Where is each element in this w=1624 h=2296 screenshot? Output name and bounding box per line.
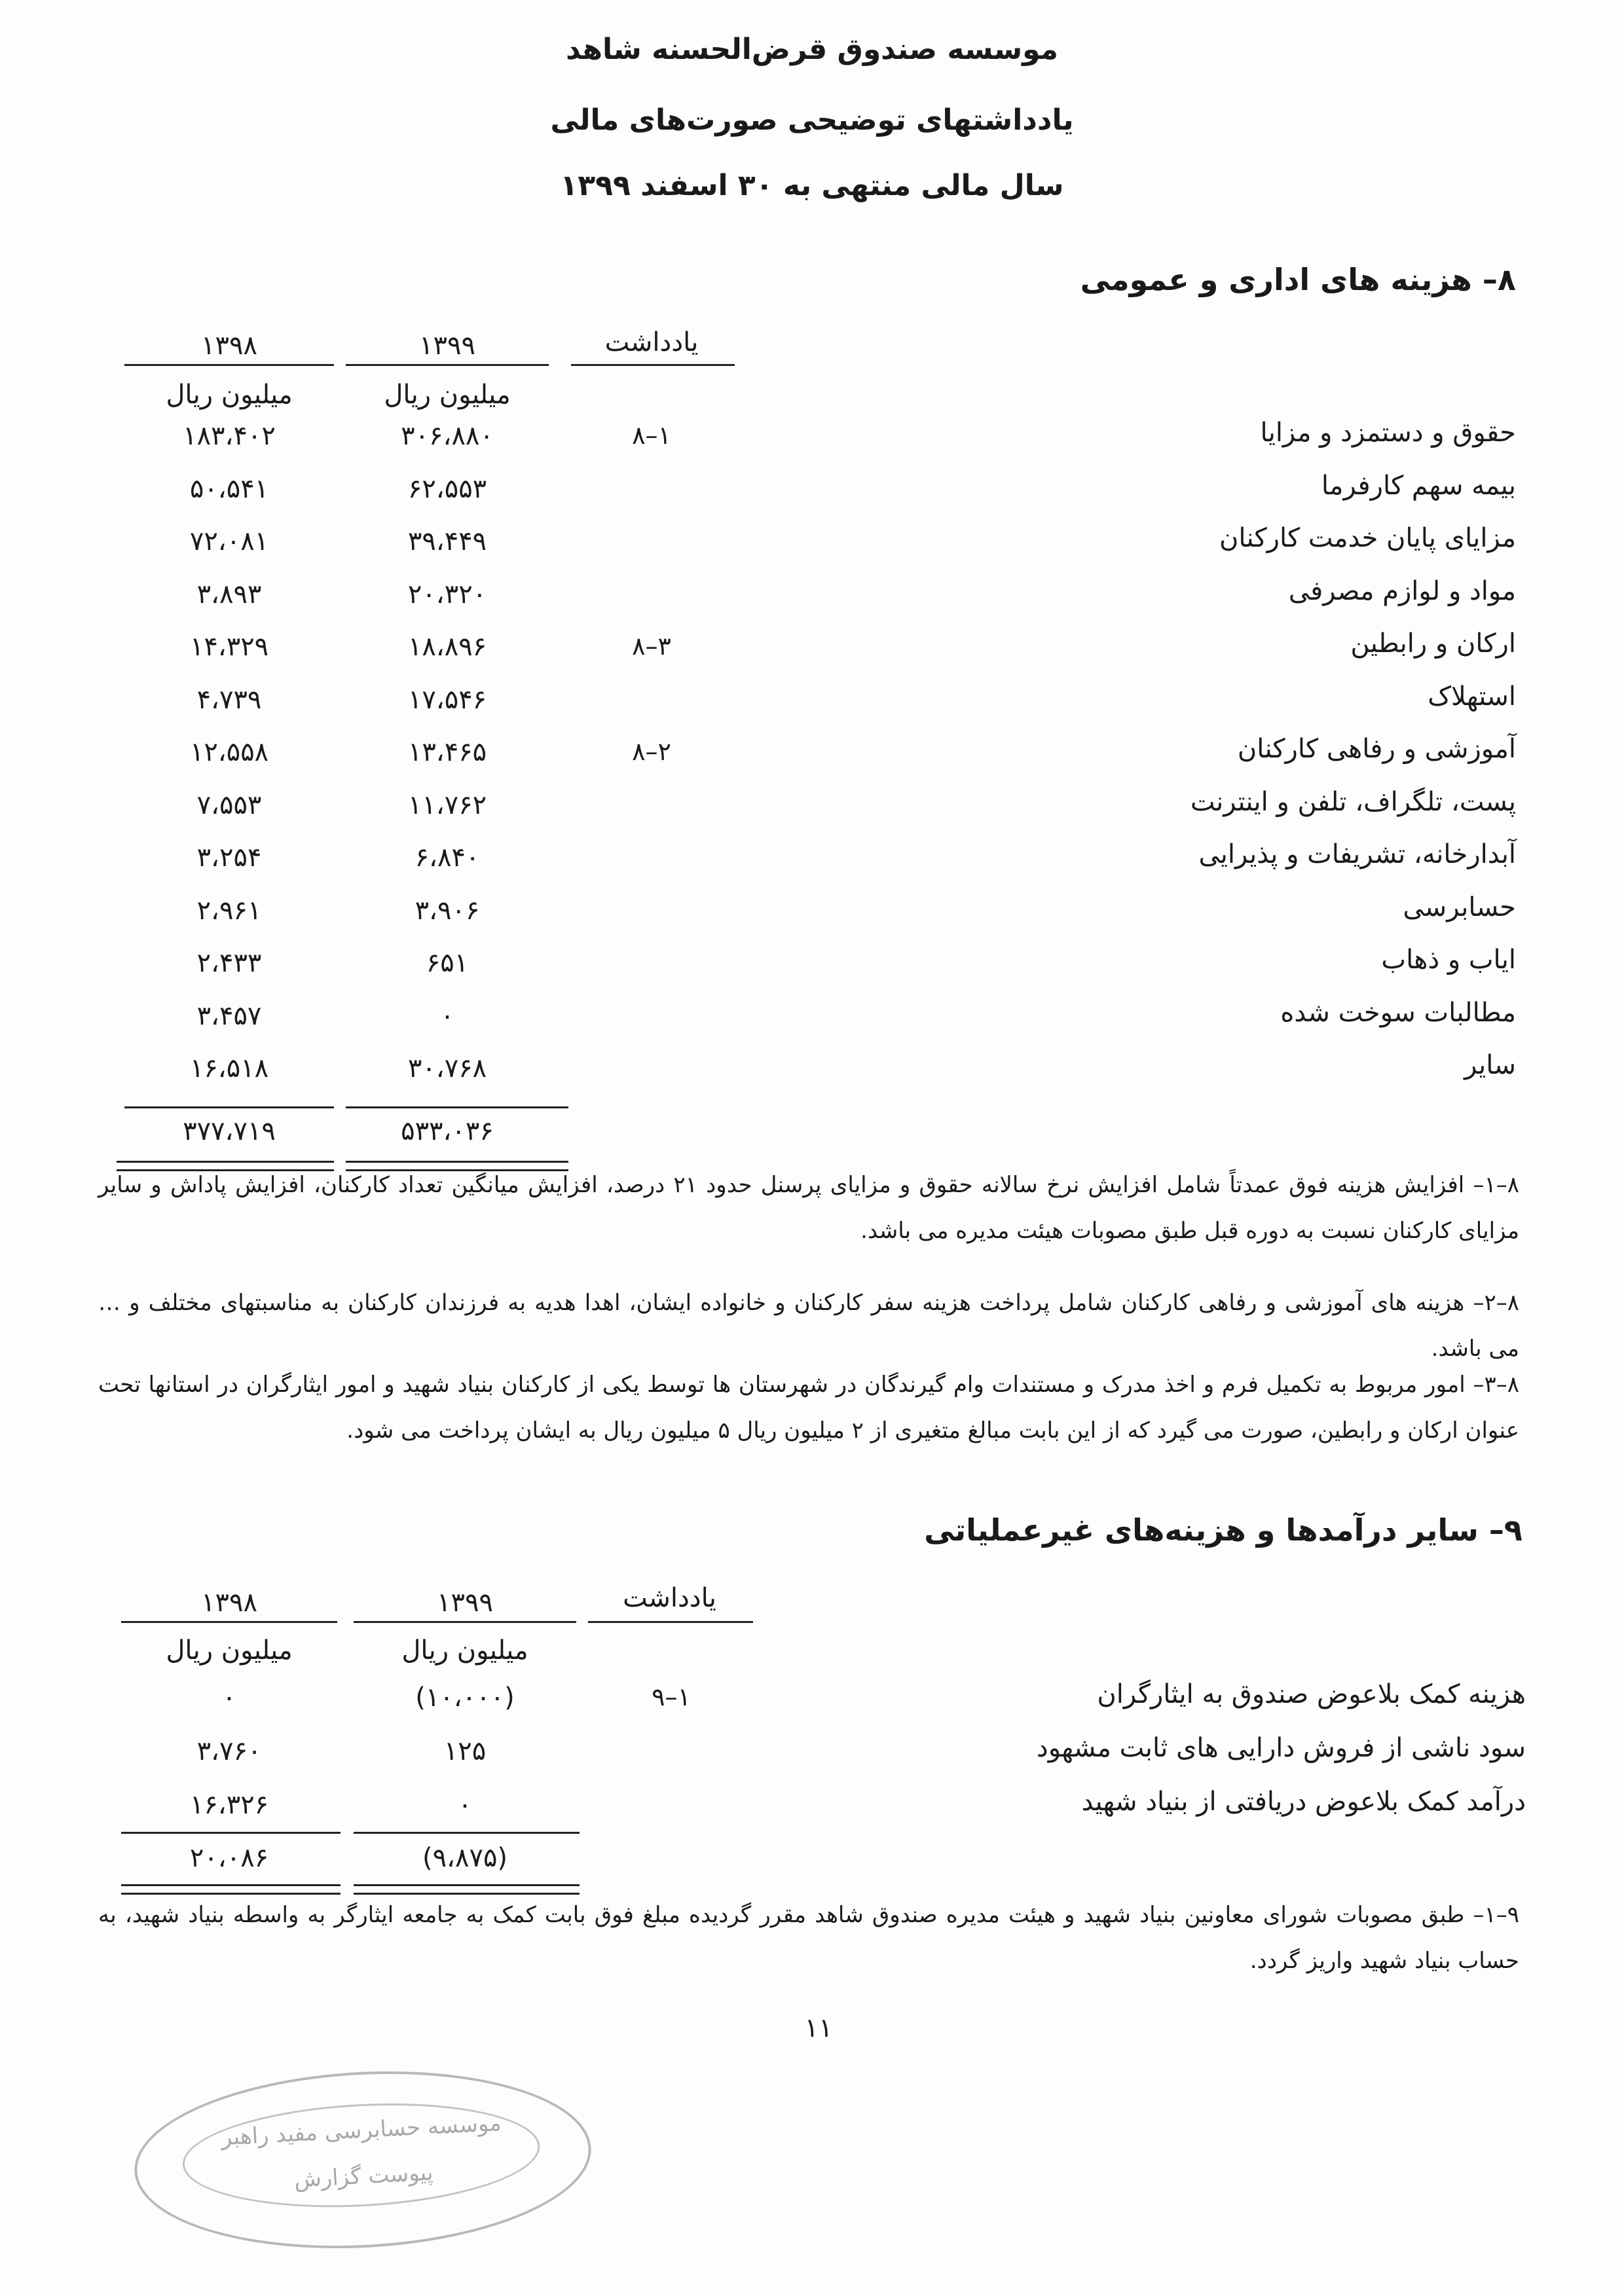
section9-row-value-1398: ۱۶،۳۲۶ [189, 1790, 269, 1820]
stamp-line-1: موسسه حسابرسی مفید راهبر [220, 2109, 502, 2151]
section8-row-value-1399: ۱۳،۴۶۵ [407, 737, 487, 767]
section9-rule-note [588, 1621, 753, 1623]
section8-total-1398: ۳۷۷،۷۱۹ [183, 1116, 276, 1146]
section8-row-value-1398: ۷۲،۰۸۱ [189, 526, 269, 556]
section8-title: ۸– هزینه های اداری و عمومی [1080, 262, 1516, 297]
section8-row-value-1399: ۱۱،۷۶۲ [407, 790, 487, 820]
section8-row-label: ارکان و رابطین [1350, 629, 1516, 659]
section8-row-value-1399: ۰ [440, 1001, 454, 1031]
section8-row-value-1398: ۱۴،۳۲۹ [189, 632, 269, 662]
stamp-line-2: پیوست گزارش [293, 2159, 434, 2193]
section9-col-1399: ۱۳۹۹ [437, 1588, 493, 1618]
section8-row-value-1398: ۴،۷۳۹ [196, 685, 262, 715]
section9-subtotal-rule-1398 [121, 1832, 341, 1834]
section8-row-value-1398: ۱۸۳،۴۰۲ [183, 421, 276, 451]
section9-unit-1399: میلیون ریال [401, 1635, 528, 1666]
section8-unit-1398: میلیون ریال [166, 380, 293, 410]
section9-rule-1398 [121, 1621, 337, 1623]
section8-row-value-1399: ۱۷،۵۴۶ [407, 685, 487, 715]
section8-row-value-1398: ۷،۵۵۳ [196, 790, 262, 820]
section8-unit-1399: میلیون ریال [384, 380, 511, 410]
section8-total-1399: ۵۳۳،۰۳۶ [401, 1116, 494, 1146]
section8-row-value-1399: ۶،۸۴۰ [415, 843, 480, 873]
section8-col-1398: ۱۳۹۸ [201, 331, 257, 361]
section8-row-label: مواد و لوازم مصرفی [1288, 576, 1516, 606]
section8-subtotal-rule-1399 [346, 1106, 568, 1108]
section8-row-label: آبدارخانه، تشریفات و پذیرایی [1198, 839, 1516, 869]
section8-row-value-1399: ۳۹،۴۴۹ [407, 526, 487, 556]
section8-row-value-1398: ۲،۹۶۱ [196, 896, 262, 926]
section8-row-note-ref: ۸–۱ [632, 421, 671, 450]
section8-row-label: آموزشی و رفاهی کارکنان [1237, 734, 1516, 764]
auditor-stamp [130, 2060, 595, 2259]
section8-subtotal-rule-1398 [124, 1106, 334, 1108]
section9-row-value-1398: ۰ [222, 1683, 236, 1713]
section8-row-label: ایاب و ذهاب [1381, 945, 1516, 975]
section9-row-value-1398: ۳،۷۶۰ [196, 1736, 262, 1766]
section8-rule-note [571, 364, 735, 366]
section9-row-label: درآمد کمک بلاعوض دریافتی از بنیاد شهید [1081, 1787, 1526, 1817]
section9-note-1: ۹–۱– طبق مصوبات شورای معاونین بنیاد شهید و هیئت مدیره صندوق شاهد مقرر گردیده مبلغ فوق بابت کمک به جامعه ایثارگر به واسطه بنیاد شهید، به حساب بنیاد شهید واریز گردد. [98, 1902, 1519, 1974]
section8-col-note: یادداشت [604, 327, 699, 357]
section8-row-label: استهلاک [1428, 682, 1516, 712]
section9-row-value-1399: ۱۲۵ [443, 1736, 487, 1766]
section8-row-label: مطالبات سوخت شده [1280, 998, 1516, 1028]
section9-total-1398: ۲۰،۰۸۶ [189, 1843, 269, 1873]
section9-total-1399: (۹،۸۷۵) [422, 1843, 508, 1873]
section9-row-label: هزینه کمک بلاعوض صندوق به ایثارگران [1097, 1679, 1526, 1709]
section9-subtotal-rule-1399 [354, 1832, 580, 1834]
section9-title: ۹– سایر درآمدها و هزینه‌های غیرعملیاتی [924, 1512, 1522, 1548]
section8-rule-1398 [124, 364, 334, 366]
section8-row-value-1399: ۶۲،۵۵۳ [407, 474, 487, 504]
section8-row-label: حقوق و دستمزد و مزایا [1260, 418, 1516, 448]
section8-row-note-ref: ۸–۲ [632, 737, 671, 766]
section9-unit-1398: میلیون ریال [166, 1635, 293, 1666]
section9-col-note: یادداشت [623, 1583, 716, 1613]
section8-row-value-1398: ۳،۴۵۷ [196, 1001, 262, 1031]
section8-col-1399: ۱۳۹۹ [419, 331, 475, 361]
section8-row-value-1399: ۳۰۶،۸۸۰ [401, 421, 494, 451]
section9-row-note-ref: ۹–۱ [652, 1683, 691, 1711]
section9-col-1398: ۱۳۹۸ [201, 1588, 257, 1618]
section8-rule-1399 [346, 364, 549, 366]
section8-row-value-1399: ۶۵۱ [426, 948, 469, 978]
section8-row-value-1398: ۳،۸۹۳ [196, 579, 262, 610]
section8-row-value-1399: ۳،۹۰۶ [415, 896, 480, 926]
section8-note-1: ۸–۱– افزایش هزینه فوق عمدتاً شامل افزایش نرخ سالانه حقوق و مزایای پرسنل حدود ۲۱ درصد، افزایش میانگین تعداد کارکنان، افزایش پاداش و سایر مزایای کارکنان نسبت به دوره قبل طبق مصوبات هیئت مدیره می باشد. [98, 1172, 1520, 1244]
section8-row-value-1399: ۱۸،۸۹۶ [407, 632, 487, 662]
section9-rule-1399 [354, 1621, 576, 1623]
section8-row-value-1398: ۱۶،۵۱۸ [189, 1053, 269, 1084]
section8-row-label: پست، تلگراف، تلفن و اینترنت [1190, 787, 1516, 817]
section8-row-label: حسابرسی [1403, 892, 1516, 922]
period-title: سال مالی منتهی به ۳۰ اسفند ۱۳۹۹ [560, 169, 1064, 202]
section9-row-label: سود ناشی از فروش دارایی های ثابت مشهود [1036, 1733, 1526, 1763]
section8-row-value-1398: ۲،۴۳۳ [196, 948, 262, 978]
section9-row-value-1399: ۰ [458, 1790, 472, 1820]
section8-note-2: ۸–۲– هزینه های آموزشی و رفاهی کارکنان شامل پرداخت هزینه سفر کارکنان و خانواده ایشان، اهدا هدیه به فرزندان کارکنان به مناسبتهای مختلف و … می باشد. [98, 1290, 1519, 1362]
section8-note-3: ۸–۳– امور مربوط به تکمیل فرم و اخذ مدرک و مستندات وام گیرندگان در شهرستان ها توسط یکی از کارکنان بنیاد شهید و امور ایثارگران در استانها تحت عنوان ارکان و رابطین، صورت می گیرد که از این بابت مبالغ متغیری از ۲ میلیون ریال ۵ میلیون ریال به ایشان پرداخت می شود. [98, 1372, 1519, 1444]
section8-row-label: بیمه سهم کارفرما [1321, 471, 1516, 501]
section8-row-value-1398: ۵۰،۵۴۱ [189, 474, 269, 504]
org-name: موسسه صندوق قرض‌الحسنه شاهد [566, 33, 1058, 66]
section8-row-label: مزایای پایان خدمت کارکنان [1219, 523, 1516, 553]
report-title: یادداشتهای توضیحی صورت‌های مالی [550, 103, 1074, 137]
page-number: ۱۱ [804, 2013, 833, 2043]
section8-row-value-1398: ۳،۲۵۴ [196, 843, 262, 873]
section8-row-note-ref: ۸–۳ [632, 632, 671, 661]
section8-row-value-1399: ۲۰،۳۲۰ [407, 579, 487, 610]
section9-row-value-1399: (۱۰،۰۰۰) [415, 1683, 515, 1713]
section8-row-label: سایر [1464, 1050, 1516, 1080]
section8-row-value-1398: ۱۲،۵۵۸ [189, 737, 269, 767]
section8-row-value-1399: ۳۰،۷۶۸ [407, 1053, 487, 1084]
